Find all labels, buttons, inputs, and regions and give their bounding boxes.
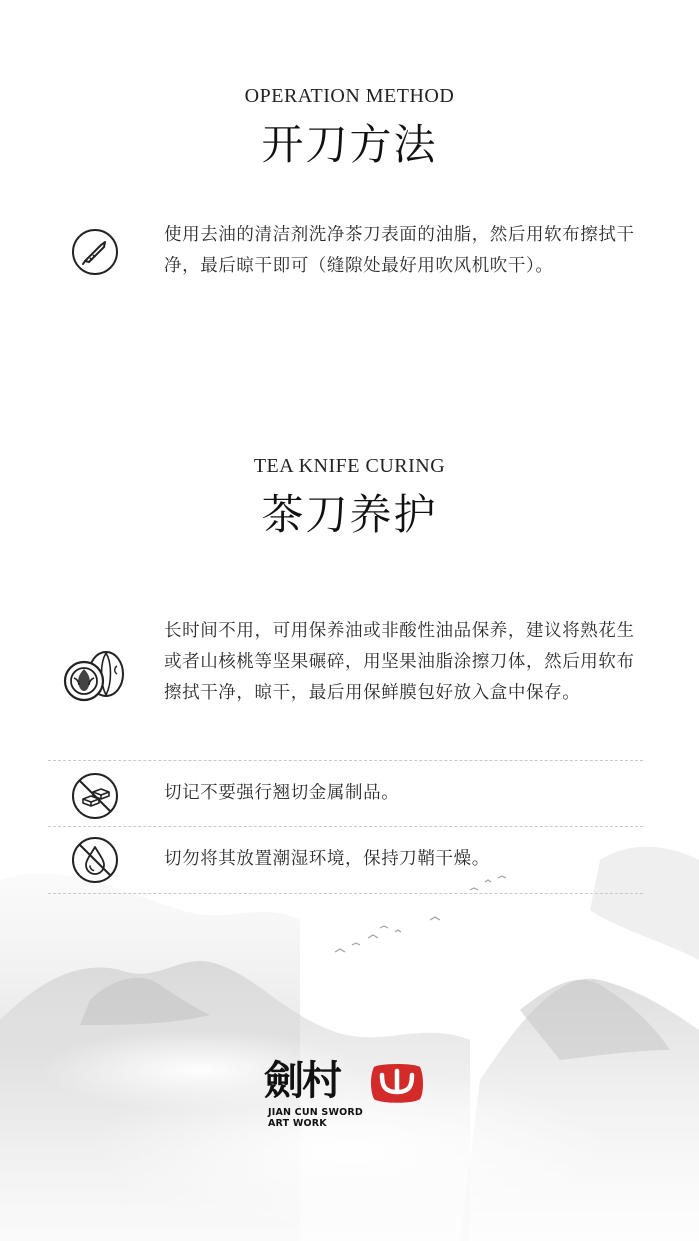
curing-item-oil — [48, 616, 643, 746]
curing-item-no-water — [48, 834, 643, 890]
divider — [48, 826, 643, 827]
operation-step — [48, 220, 643, 290]
divider — [48, 893, 643, 894]
operation-step-text: 使用去油的清洁剂洗净茶刀表面的油脂，然后用软布擦拭干净，最后晾干即可（缝隙处最好用吹风机吹干）。 — [164, 225, 635, 276]
walnut-icon — [62, 648, 128, 704]
curing-item-no-metal — [48, 768, 643, 824]
operation-title-zh: 开刀方法 — [261, 120, 438, 169]
curing-item-no-water-text: 切勿将其放置潮湿环境，保持刀鞘干燥。 — [164, 849, 490, 869]
mountain-seal-icon — [370, 1061, 424, 1105]
curing-title-zh: 茶刀养护 — [261, 490, 438, 539]
operation-title-en: OPERATION METHOD — [244, 85, 455, 107]
curing-title-en: TEA KNIFE CURING — [253, 455, 446, 477]
brand-sub-line1: JIAN CUN SWORD — [268, 1107, 364, 1118]
knife-icon — [71, 228, 119, 276]
brand-sub-text — [268, 1107, 388, 1129]
no-water-icon — [71, 836, 119, 884]
brand-logo-chars: 劍村 — [264, 1058, 340, 1104]
curing-item-no-metal-text: 切记不要强行翘切金属制品。 — [164, 783, 400, 803]
brand-logo — [262, 1055, 432, 1135]
brand-sub-line2: ART WORK — [268, 1118, 327, 1129]
curing-item-oil-text: 长时间不用，可用保养油或非酸性油品保养，建议将熟花生或者山核桃等坚果碾碎，用坚果油脂涂擦刀体，然后用软布擦拭干净，晾干，最后用保鲜膜包好放入盒中保存。 — [164, 621, 635, 703]
curing-header — [0, 455, 699, 542]
no-metal-icon — [71, 772, 119, 820]
divider — [48, 760, 643, 761]
operation-header — [0, 85, 699, 172]
